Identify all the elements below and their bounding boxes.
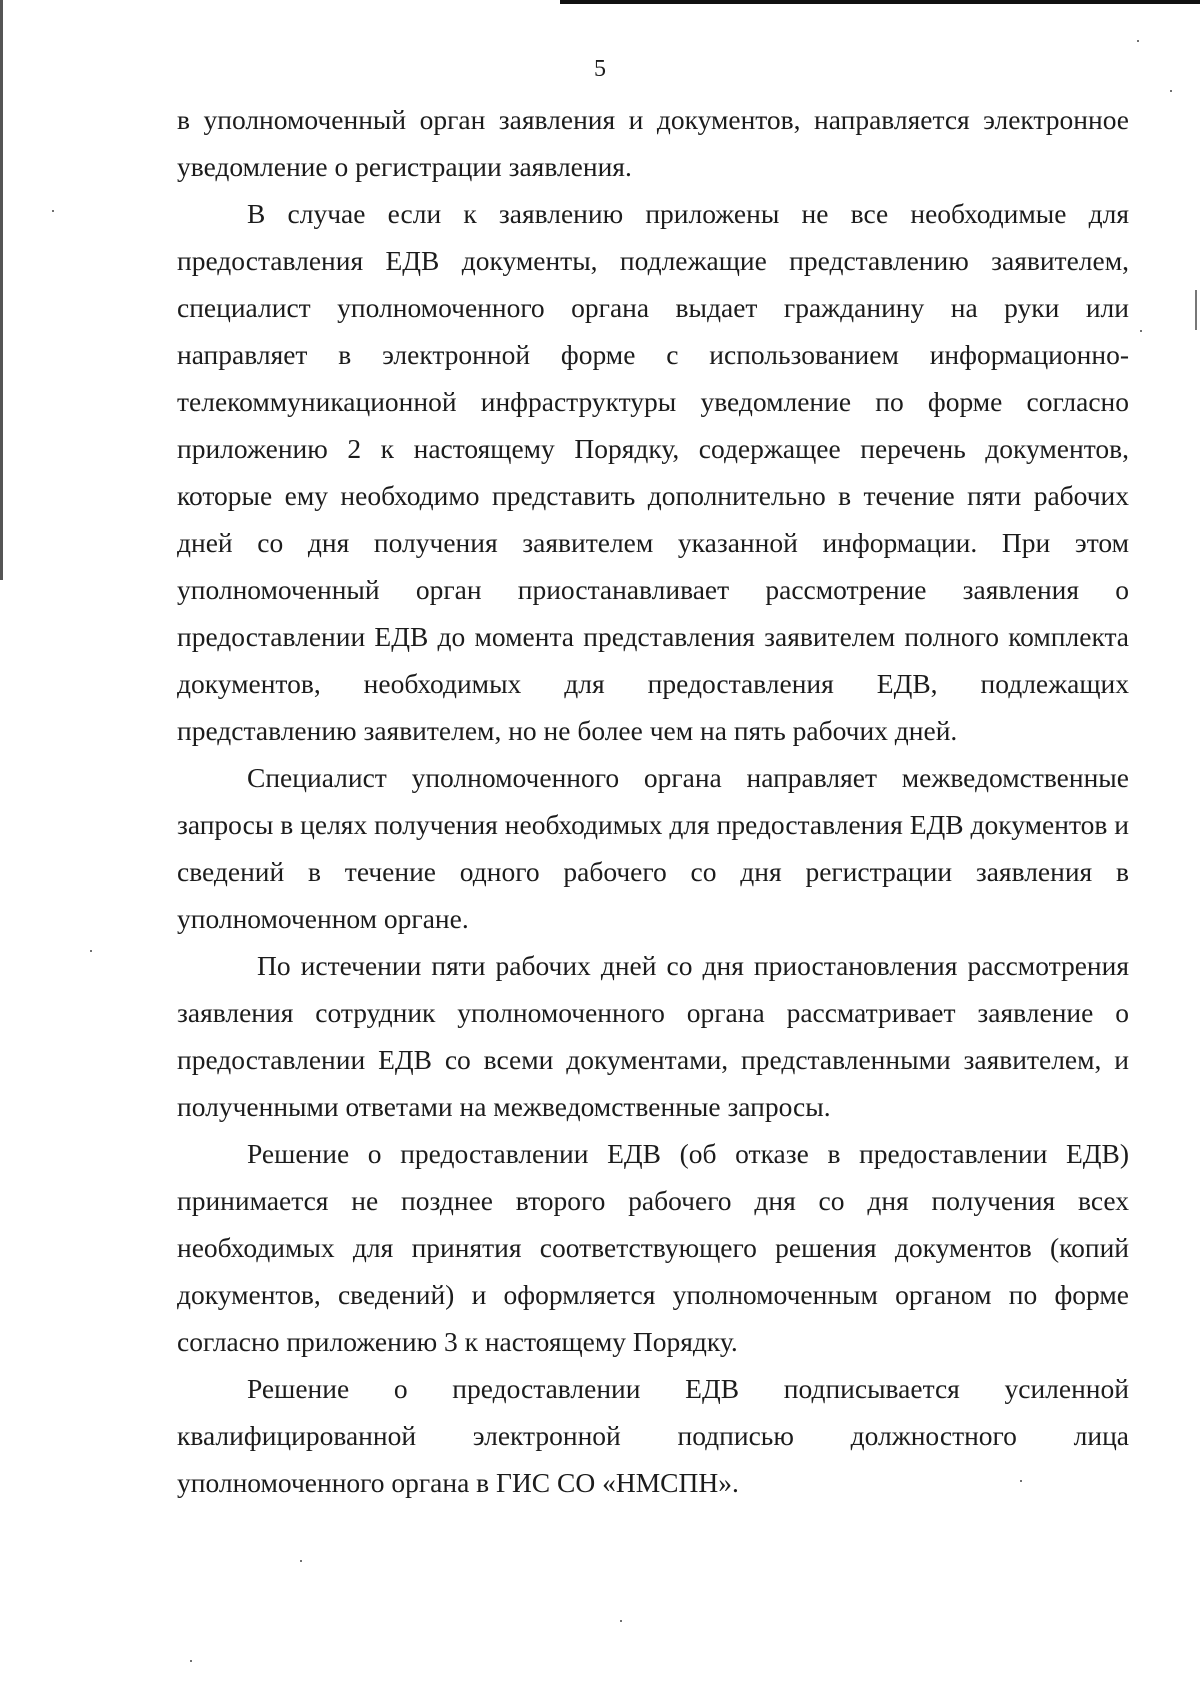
- paragraph-interagency-requests: Специалист уполномоченного органа направляет межведомственные запросы в целях получения необходимых для предоставления ЕДВ документов и сведений в течение одного рабочего со дня регистрации заявления в уполномоченном органе.: [177, 762, 1129, 934]
- paragraph-decision-deadline: Решение о предоставлении ЕДВ (об отказе в предоставлении ЕДВ) принимается не позднее второго рабочего дня со дня получения всех необходимых для принятия соответствующего решения документов (копий документов, сведений) и оформляется уполномоченным органом по форме согласно приложению 3 к настоящему Порядку.: [177, 1138, 1129, 1357]
- scan-speck: [90, 950, 92, 952]
- scan-right-mark: [1195, 290, 1197, 330]
- document-body: [177, 96, 1129, 1506]
- scan-left-edge: [0, 0, 3, 580]
- scan-speck: [300, 1560, 302, 1562]
- scan-speck: [1170, 90, 1172, 92]
- scan-speck: [52, 210, 54, 212]
- scan-speck: [1137, 40, 1139, 42]
- paragraph-incomplete-documents: В случае если к заявлению приложены не все необходимые для предоставления ЕДВ документы, подлежащие представлению заявителем, специалист уполномоченного органа выдает гражданину на руки или направляет в электронной форме с использованием информационно-телекоммуникационной инфраструктуры уведомление по форме согласно приложению 2 к настоящему Порядку, содержащее перечень документов, которые ему необходимо представить дополнительно в течение пяти рабочих дней со дня получения заявителем указанной информации. При этом уполномоченный орган приостанавливает рассмотрение заявления о предоставлении ЕДВ до момента представления заявителем полного комплекта документов, необходимых для предоставления ЕДВ, подлежащих представлению заявителем, но не более чем на пять рабочих дней.: [177, 198, 1129, 746]
- paragraph-continuation: в уполномоченный орган заявления и документов, направляется электронное уведомление о регистрации заявления.: [177, 104, 1129, 182]
- paragraph-review-after-suspension: По истечении пяти рабочих дней со дня приостановления рассмотрения заявления сотрудник уполномоченного органа рассматривает заявление о предоставлении ЕДВ со всеми документами, представленными заявителем, и полученными ответами на межведомственные запросы.: [177, 950, 1129, 1122]
- scan-speck: [190, 1660, 192, 1662]
- page-top-rule: [560, 0, 1200, 4]
- paragraph-decision-signature: Решение о предоставлении ЕДВ подписывается усиленной квалифицированной электронной подписью должностного лица уполномоченного органа в ГИС СО «НМСПН».: [177, 1373, 1129, 1498]
- scan-speck: [1140, 330, 1142, 332]
- scan-speck: [620, 1620, 622, 1622]
- page-number: 5: [594, 56, 606, 82]
- scan-speck: [1020, 1480, 1022, 1482]
